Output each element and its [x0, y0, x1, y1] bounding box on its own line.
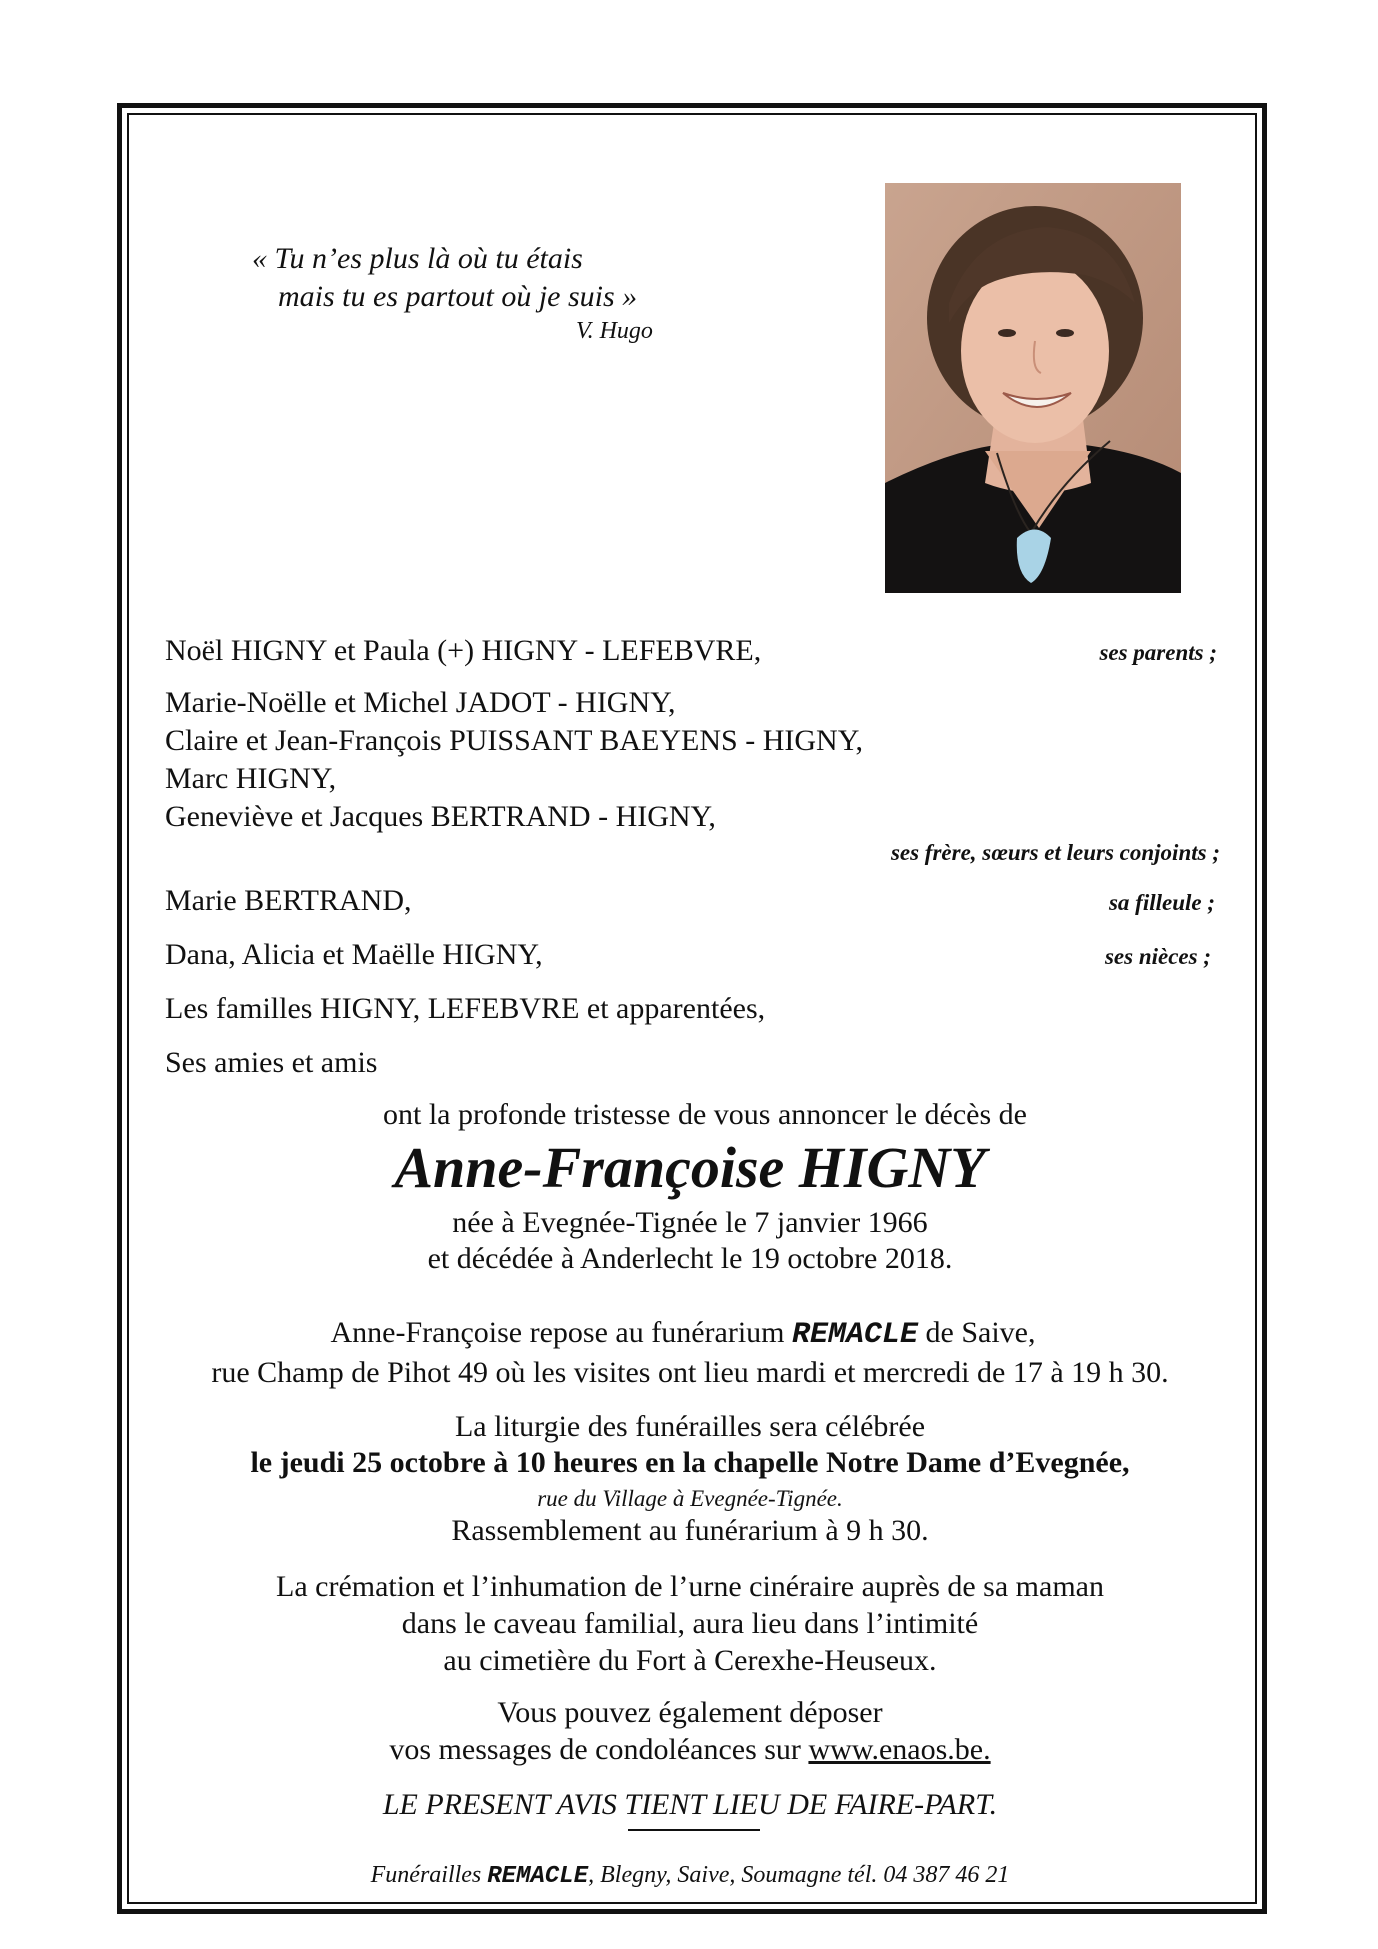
- website-link[interactable]: www.enaos.be.: [808, 1733, 991, 1766]
- relation-nieces: ses nièces ;: [1104, 944, 1211, 969]
- family-name-parents: Noël HIGNY et Paula (+) HIGNY - LEFEBVRE,: [165, 634, 762, 667]
- quote-line-2: mais tu es partout où je suis »: [278, 280, 638, 313]
- footer-rest: , Blegny, Saive, Soumagne tél. 04 387 46 21: [588, 1862, 1010, 1888]
- footer-prefix: Funérailles: [370, 1862, 482, 1888]
- notice-text: LE PRESENT AVIS TIENT LIEU DE FAIRE-PART.: [382, 1788, 998, 1821]
- deceased-name: Anne-Françoise HIGNY: [394, 1135, 986, 1200]
- birth-line: née à Evegnée-Tignée le 7 janvier 1966: [452, 1206, 928, 1239]
- cremation-line-3: au cimetière du Fort à Cerexhe-Heuseux.: [443, 1644, 937, 1677]
- separator-rule: [628, 1829, 760, 1831]
- quote-line-1: « Tu n’es plus là où tu étais: [252, 242, 583, 275]
- visitation-line-1: [118, 1316, 1248, 1352]
- family-name-sibling-2: Claire et Jean-François PUISSANT BAEYENS - HIGNY,: [165, 724, 863, 757]
- family-name-families: Les familles HIGNY, LEFEBVRE et apparentées,: [165, 992, 766, 1025]
- relation-siblings: ses frère, sœurs et leurs conjoints ;: [890, 840, 1220, 865]
- relation-goddaughter: sa filleule ;: [1108, 890, 1215, 915]
- announcement-intro: ont la profonde tristesse de vous annoncer le décès de: [383, 1098, 1027, 1131]
- condolences-text: vos messages de condoléances sur: [389, 1733, 801, 1766]
- death-line: et décédée à Anderlecht le 19 octobre 2018.: [427, 1242, 953, 1275]
- visitation-text-before: Anne-Françoise repose au funérarium: [330, 1316, 785, 1349]
- condolences-line-2: [125, 1733, 1255, 1767]
- liturgy-line-4: Rassemblement au funérarium à 9 h 30.: [451, 1514, 929, 1547]
- cremation-line-1: La crémation et l’inhumation de l’urne cinéraire auprès de sa maman: [276, 1570, 1104, 1603]
- relation-parents: ses parents ;: [1099, 640, 1217, 665]
- cremation-line-2: dans le caveau familial, aura lieu dans l’intimité: [401, 1607, 979, 1640]
- footer: [125, 1862, 1255, 1890]
- liturgy-line-3: rue du Village à Evegnée-Tignée.: [537, 1486, 843, 1511]
- liturgy-line-1: La liturgie des funérailles sera célébrée: [454, 1410, 926, 1443]
- family-name-sibling-1: Marie-Noëlle et Michel JADOT - HIGNY,: [165, 686, 676, 719]
- footer-brand: REMACLE: [487, 1863, 589, 1890]
- family-name-nieces: Dana, Alicia et Maëlle HIGNY,: [165, 938, 543, 971]
- family-name-goddaughter: Marie BERTRAND,: [165, 884, 412, 917]
- family-name-sibling-4: Geneviève et Jacques BERTRAND - HIGNY,: [165, 800, 716, 833]
- funeral-home-name: REMACLE: [791, 1318, 919, 1352]
- family-name-friends: Ses amies et amis: [165, 1046, 378, 1079]
- portrait-photo: [885, 183, 1181, 593]
- family-name-sibling-3: Marc HIGNY,: [165, 762, 337, 795]
- condolences-line-1: Vous pouvez également déposer: [497, 1696, 883, 1729]
- liturgy-line-2: le jeudi 25 octobre à 10 heures en la chapelle Notre Dame d’Evegnée,: [250, 1446, 1130, 1479]
- visitation-text-after: de Saive,: [925, 1316, 1036, 1349]
- quote-author: V. Hugo: [576, 318, 653, 344]
- visitation-line-2: rue Champ de Pihot 49 où les visites ont lieu mardi et mercredi de 17 à 19 h 30.: [211, 1356, 1169, 1389]
